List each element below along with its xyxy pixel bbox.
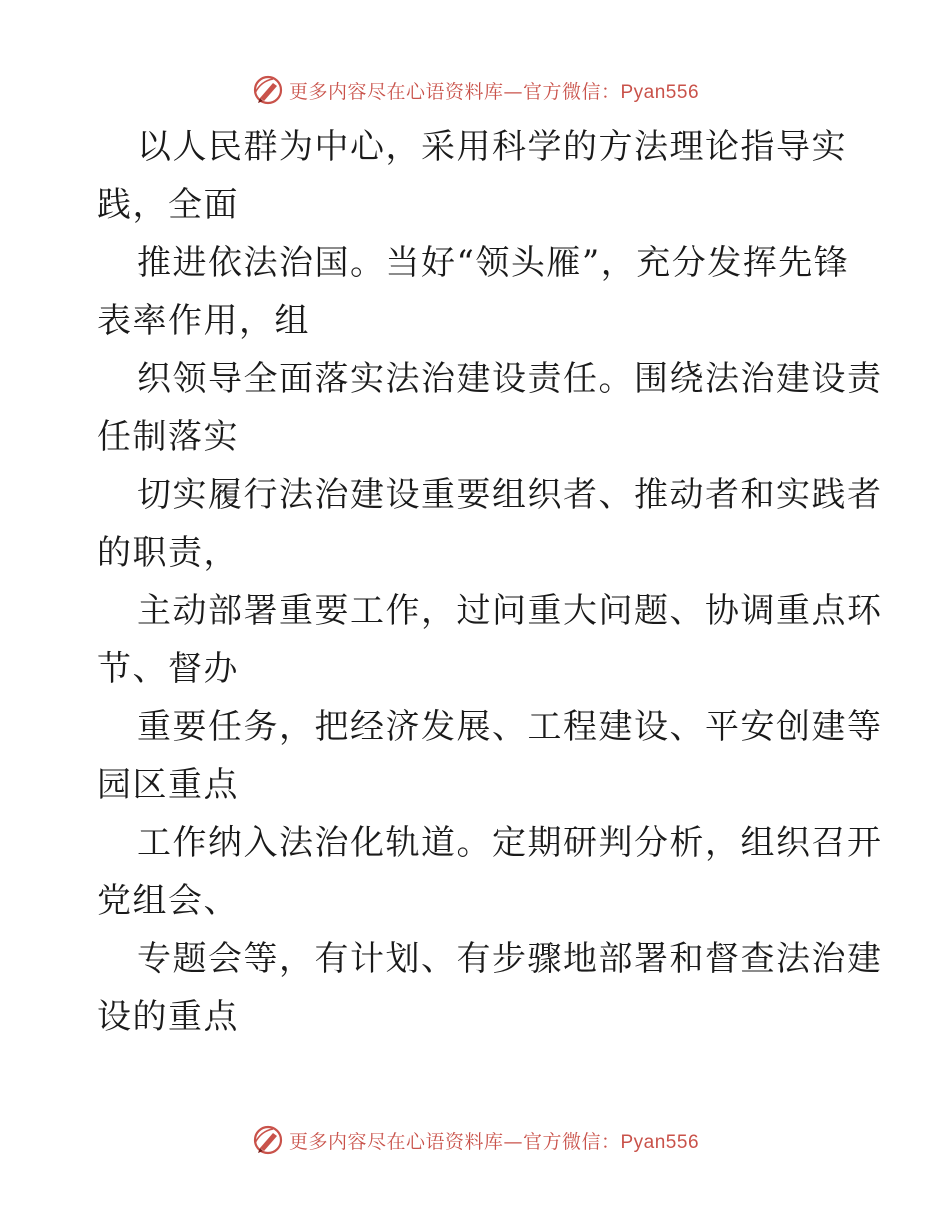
paragraph bbox=[97, 930, 883, 1046]
paragraph-continuation: 任制落实 bbox=[97, 417, 239, 457]
footer-banner-wechat-id: Pyan556 bbox=[620, 1131, 700, 1153]
header-banner-wechat-label: 官方微信： bbox=[522, 80, 621, 103]
paragraph-first-line: 切实履行法治建设重要组织者、推动者和实践者 bbox=[137, 475, 883, 515]
paragraph-continuation: 的职责， bbox=[97, 533, 239, 573]
header-banner-main: 更多内容尽在心语资料库 bbox=[288, 80, 504, 103]
paragraph-continuation: 节、督办 bbox=[97, 649, 239, 689]
paragraph-first-line: 推进依法治国。当好“领头雁”，充分发挥先锋 bbox=[137, 243, 850, 283]
paragraph-first-line: 重要任务，把经济发展、工程建设、平安创建等 bbox=[137, 707, 883, 747]
paragraph-continuation: 园区重点 bbox=[97, 765, 239, 805]
footer-banner bbox=[0, 1120, 950, 1160]
paragraph bbox=[97, 350, 883, 466]
footer-banner-text bbox=[289, 1127, 699, 1154]
paragraph-first-line: 工作纳入法治化轨道。定期研判分析，组织召开 bbox=[137, 823, 883, 863]
document-body bbox=[97, 118, 883, 1046]
paragraph-first-line: 以人民群为中心，采用科学的方法理论指导实 bbox=[137, 127, 847, 167]
paragraph-continuation: 践，全面 bbox=[97, 185, 239, 225]
header-banner-wechat-id: Pyan556 bbox=[620, 81, 700, 103]
header-banner-dash: — bbox=[503, 80, 523, 103]
paragraph-first-line: 织领导全面落实法治建设责任。围绕法治建设责 bbox=[137, 359, 883, 399]
paragraph bbox=[97, 234, 877, 350]
paragraph-continuation: 党组会、 bbox=[97, 881, 239, 921]
paragraph-continuation: 设的重点 bbox=[97, 997, 239, 1037]
paragraph bbox=[97, 698, 883, 814]
paragraph bbox=[97, 582, 883, 698]
paragraph-continuation: 表率作用，组 bbox=[97, 301, 310, 341]
paragraph bbox=[97, 814, 883, 930]
footer-banner-main: 更多内容尽在心语资料库 bbox=[288, 1130, 504, 1153]
footer-banner-wechat-label: 官方微信： bbox=[522, 1130, 621, 1153]
header-banner-text bbox=[289, 77, 699, 104]
header-banner bbox=[0, 70, 950, 110]
pen-logo-icon bbox=[251, 1123, 285, 1157]
paragraph bbox=[97, 466, 883, 582]
pen-logo-icon bbox=[251, 73, 285, 107]
paragraph bbox=[97, 118, 877, 234]
paragraph-first-line: 主动部署重要工作，过问重大问题、协调重点环 bbox=[137, 591, 883, 631]
footer-banner-dash: — bbox=[503, 1130, 523, 1153]
paragraph-first-line: 专题会等，有计划、有步骤地部署和督查法治建 bbox=[137, 939, 883, 979]
